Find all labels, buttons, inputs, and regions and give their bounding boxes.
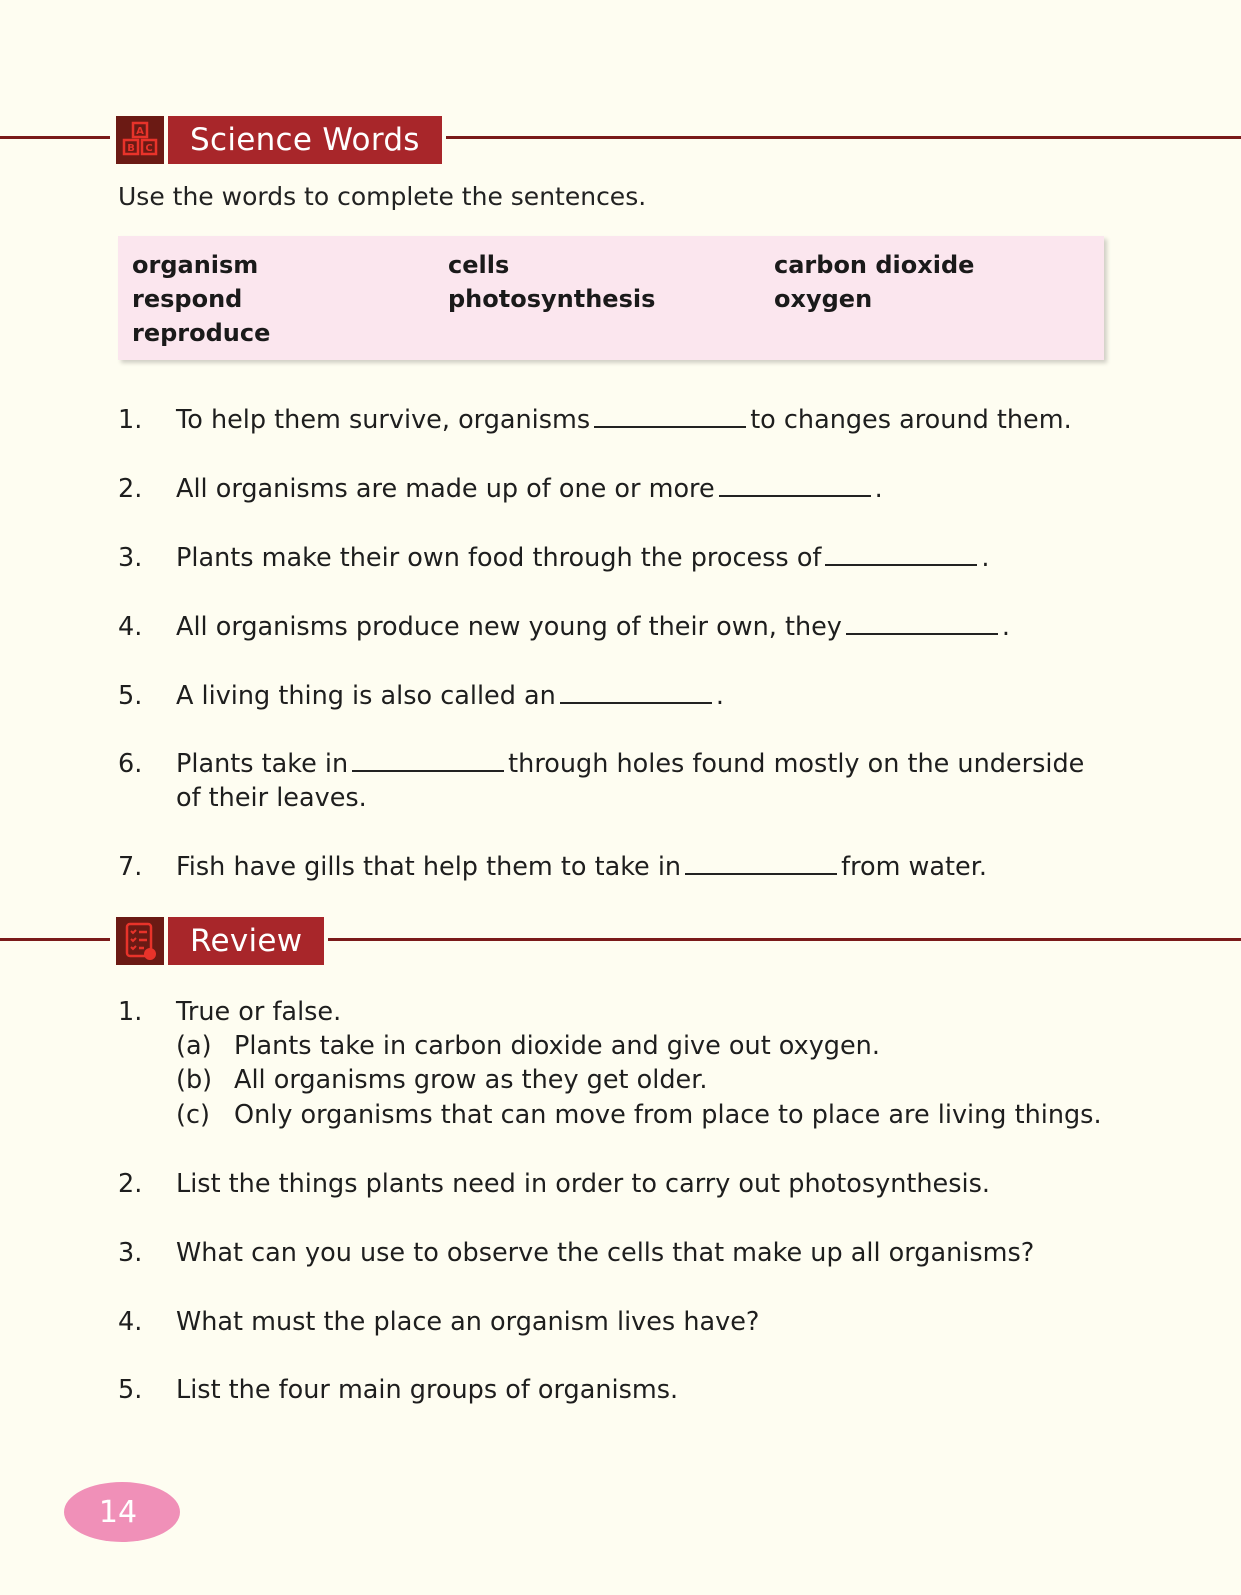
question-text: to changes around them. xyxy=(750,405,1072,435)
question-number: 5. xyxy=(118,681,143,711)
question-text: All organisms produce new young of their own, they xyxy=(176,612,842,642)
answer-blank[interactable] xyxy=(719,475,871,497)
question-number: 1. xyxy=(118,405,143,435)
page-number-badge: 14 xyxy=(64,1482,180,1542)
instructions: Use the words to complete the sentences. xyxy=(118,182,647,211)
question-number: 5. xyxy=(118,1375,143,1405)
question-number: 1. xyxy=(118,997,143,1027)
question-number: 3. xyxy=(118,1238,143,1268)
question-text: . xyxy=(981,543,990,573)
answer-blank[interactable] xyxy=(825,544,977,566)
svg-text:C: C xyxy=(145,143,153,154)
true-false-item xyxy=(176,1029,880,1063)
question-number: 3. xyxy=(118,543,143,573)
true-false-item xyxy=(176,1063,707,1097)
word-bank-column xyxy=(448,250,655,314)
question-text: What must the place an organism lives have? xyxy=(176,1307,760,1337)
section-title: Science Words xyxy=(168,116,442,164)
true-false-item xyxy=(176,1098,1102,1132)
abc-blocks-icon xyxy=(116,116,164,164)
question-text: through holes found mostly on the underside xyxy=(508,749,1085,779)
sub-label: (b) xyxy=(176,1065,213,1095)
review-header xyxy=(110,917,328,965)
sub-label: (a) xyxy=(176,1031,212,1061)
svg-text:A: A xyxy=(136,126,144,137)
answer-blank[interactable] xyxy=(846,613,998,635)
question-text: A living thing is also called an xyxy=(176,681,556,711)
question-text: . xyxy=(1001,612,1011,642)
word-bank-item: respond xyxy=(132,285,243,313)
question-number: 4. xyxy=(118,1307,143,1337)
question-text: To help them survive, organisms xyxy=(176,405,591,435)
question-text: of their leaves. xyxy=(176,783,367,813)
question-text: Fish have gills that help them to take in xyxy=(176,852,682,882)
answer-blank[interactable] xyxy=(352,750,504,772)
word-bank-column xyxy=(132,250,270,348)
word-bank-item: cells xyxy=(448,251,510,279)
answer-blank[interactable] xyxy=(594,406,746,428)
svg-text:B: B xyxy=(127,143,135,154)
sub-text: Only organisms that can move from place to place are living things. xyxy=(234,1100,1102,1130)
word-bank-item: reproduce xyxy=(132,319,271,347)
question-text: from water. xyxy=(841,852,987,882)
question-number: 2. xyxy=(118,474,143,504)
word-bank-item: organism xyxy=(132,251,259,279)
question-text: List the four main groups of organisms. xyxy=(176,1375,679,1405)
answer-blank[interactable] xyxy=(685,853,837,875)
word-bank-item: oxygen xyxy=(774,285,873,313)
section-title: Review xyxy=(168,917,324,965)
question-text: List the things plants need in order to carry out photosynthesis. xyxy=(176,1169,990,1199)
question-number: 7. xyxy=(118,852,143,882)
science-words-header xyxy=(110,116,446,164)
sub-text: Plants take in carbon dioxide and give out oxygen. xyxy=(234,1031,880,1061)
question-number: 2. xyxy=(118,1169,143,1199)
answer-blank[interactable] xyxy=(560,682,712,704)
sub-label: (c) xyxy=(176,1100,210,1130)
word-bank-column xyxy=(774,250,974,314)
question-text: Plants take in xyxy=(176,749,349,779)
question-text: All organisms are made up of one or more xyxy=(176,474,715,504)
question-text: . xyxy=(715,681,724,711)
question-text: Plants make their own food through the process of xyxy=(176,543,822,573)
question-number: 6. xyxy=(118,749,143,779)
word-bank-item: photosynthesis xyxy=(448,285,656,313)
question-text: What can you use to observe the cells that make up all organisms? xyxy=(176,1238,1035,1268)
checklist-icon xyxy=(116,917,164,965)
question-text: . xyxy=(874,474,883,504)
word-bank-item: carbon dioxide xyxy=(774,251,975,279)
word-bank xyxy=(118,236,1104,360)
question-text: True or false. xyxy=(176,997,342,1027)
sub-text: All organisms grow as they get older. xyxy=(234,1065,708,1095)
question-number: 4. xyxy=(118,612,143,642)
